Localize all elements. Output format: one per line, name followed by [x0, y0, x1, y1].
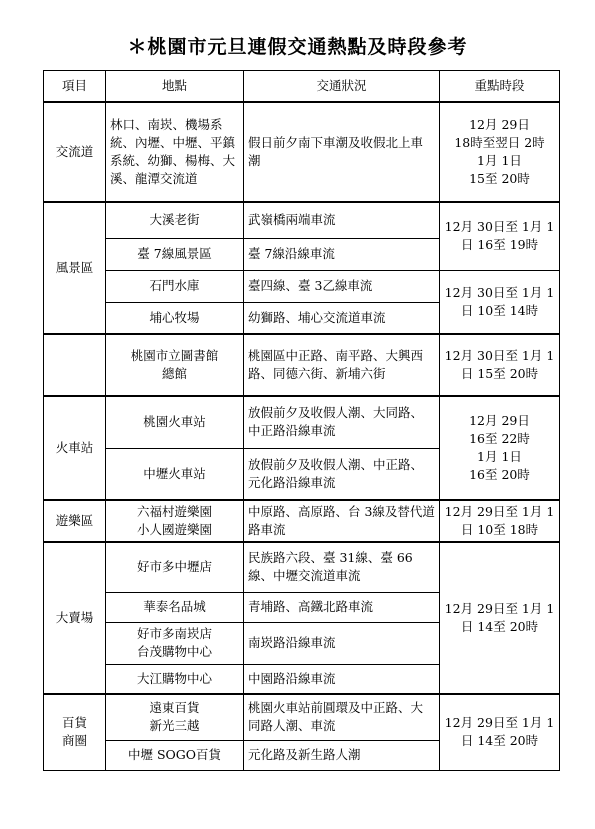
- traffic-cell: 放假前夕及收假人潮、大同路、中正路沿線車流: [244, 396, 440, 448]
- traffic-table: [43, 70, 560, 771]
- location-cell: 桃園市立圖書館 總館: [106, 334, 244, 396]
- category-cell: 遊樂區: [44, 500, 106, 542]
- header-time: 重點時段: [440, 71, 560, 103]
- header-item: 項目: [44, 71, 106, 103]
- traffic-cell: 元化路及新生路人潮: [244, 740, 440, 770]
- table-row: [44, 500, 560, 542]
- time-cell: 12月 30日至 1月 1日 16至 19時: [440, 202, 560, 270]
- traffic-cell: 武嶺橋兩端車流: [244, 202, 440, 238]
- table-row: [44, 396, 560, 448]
- location-cell: 中壢火車站: [106, 448, 244, 500]
- category-cell: 大賣場: [44, 542, 106, 694]
- location-cell: 臺 7線風景區: [106, 238, 244, 270]
- category-cell: 風景區: [44, 202, 106, 334]
- location-cell: 華泰名品城: [106, 592, 244, 622]
- table-row: [44, 542, 560, 592]
- category-cell: 交流道: [44, 102, 106, 202]
- time-cell: 12月 29日 16至 22時 1月 1日 16至 20時: [440, 396, 560, 500]
- location-cell: 埔心牧場: [106, 302, 244, 334]
- location-cell: 石門水庫: [106, 270, 244, 302]
- header-location: 地點: [106, 71, 244, 103]
- traffic-cell: 中原路、高原路、台 3線及替代道路車流: [244, 500, 440, 542]
- location-cell: 六福村遊樂園 小人國遊樂園: [106, 500, 244, 542]
- traffic-cell: 放假前夕及收假人潮、中正路、元化路沿線車流: [244, 448, 440, 500]
- time-cell: 12月 29日至 1月 1日 14至 20時: [440, 542, 560, 694]
- table-row: [44, 102, 560, 202]
- location-cell: 桃園火車站: [106, 396, 244, 448]
- traffic-cell: 桃園火車站前圓環及中正路、大同路人潮、車流: [244, 694, 440, 740]
- header-traffic: 交通狀況: [244, 71, 440, 103]
- category-cell: 百貨 商圈: [44, 694, 106, 770]
- table-row: [44, 270, 560, 302]
- location-cell: 大江購物中心: [106, 664, 244, 694]
- traffic-cell: 假日前夕南下車潮及收假北上車潮: [244, 102, 440, 202]
- traffic-cell: 臺 7線沿線車流: [244, 238, 440, 270]
- location-cell: 大溪老街: [106, 202, 244, 238]
- time-cell: 12月 29日至 1月 1日 10至 18時: [440, 500, 560, 542]
- location-cell: 林口、南崁、機場系統、內壢、中壢、平鎮系統、幼獅、楊梅、大溪、龍潭交流道: [106, 102, 244, 202]
- time-cell: 12月 30日至 1月 1日 10至 14時: [440, 270, 560, 334]
- traffic-cell: 青埔路、高鐵北路車流: [244, 592, 440, 622]
- time-cell: 12月 29日 18時至翌日 2時 1月 1日 15至 20時: [440, 102, 560, 202]
- table-row: [44, 202, 560, 238]
- traffic-cell: 幼獅路、埔心交流道車流: [244, 302, 440, 334]
- traffic-cell: 南崁路沿線車流: [244, 622, 440, 664]
- table-header-row: [44, 71, 560, 103]
- table-row: [44, 694, 560, 740]
- time-cell: 12月 30日至 1月 1日 15至 20時: [440, 334, 560, 396]
- document-title: ＊桃園市元旦連假交通熱點及時段參考: [127, 36, 468, 58]
- category-cell: 火車站: [44, 396, 106, 500]
- traffic-cell: 民族路六段、臺 31線、臺 66線、中壢交流道車流: [244, 542, 440, 592]
- location-cell: 中壢 SOGO百貨: [106, 740, 244, 770]
- time-cell: 12月 29日至 1月 1日 14至 20時: [440, 694, 560, 770]
- traffic-cell: 中園路沿線車流: [244, 664, 440, 694]
- traffic-cell: 臺四線、臺 3乙線車流: [244, 270, 440, 302]
- location-cell: 遠東百貨 新光三越: [106, 694, 244, 740]
- category-cell: [44, 334, 106, 396]
- traffic-cell: 桃園區中正路、南平路、大興西路、同德六街、新埔六街: [244, 334, 440, 396]
- location-cell: 好市多中壢店: [106, 542, 244, 592]
- location-cell: 好市多南崁店 台茂購物中心: [106, 622, 244, 664]
- table-row: [44, 334, 560, 396]
